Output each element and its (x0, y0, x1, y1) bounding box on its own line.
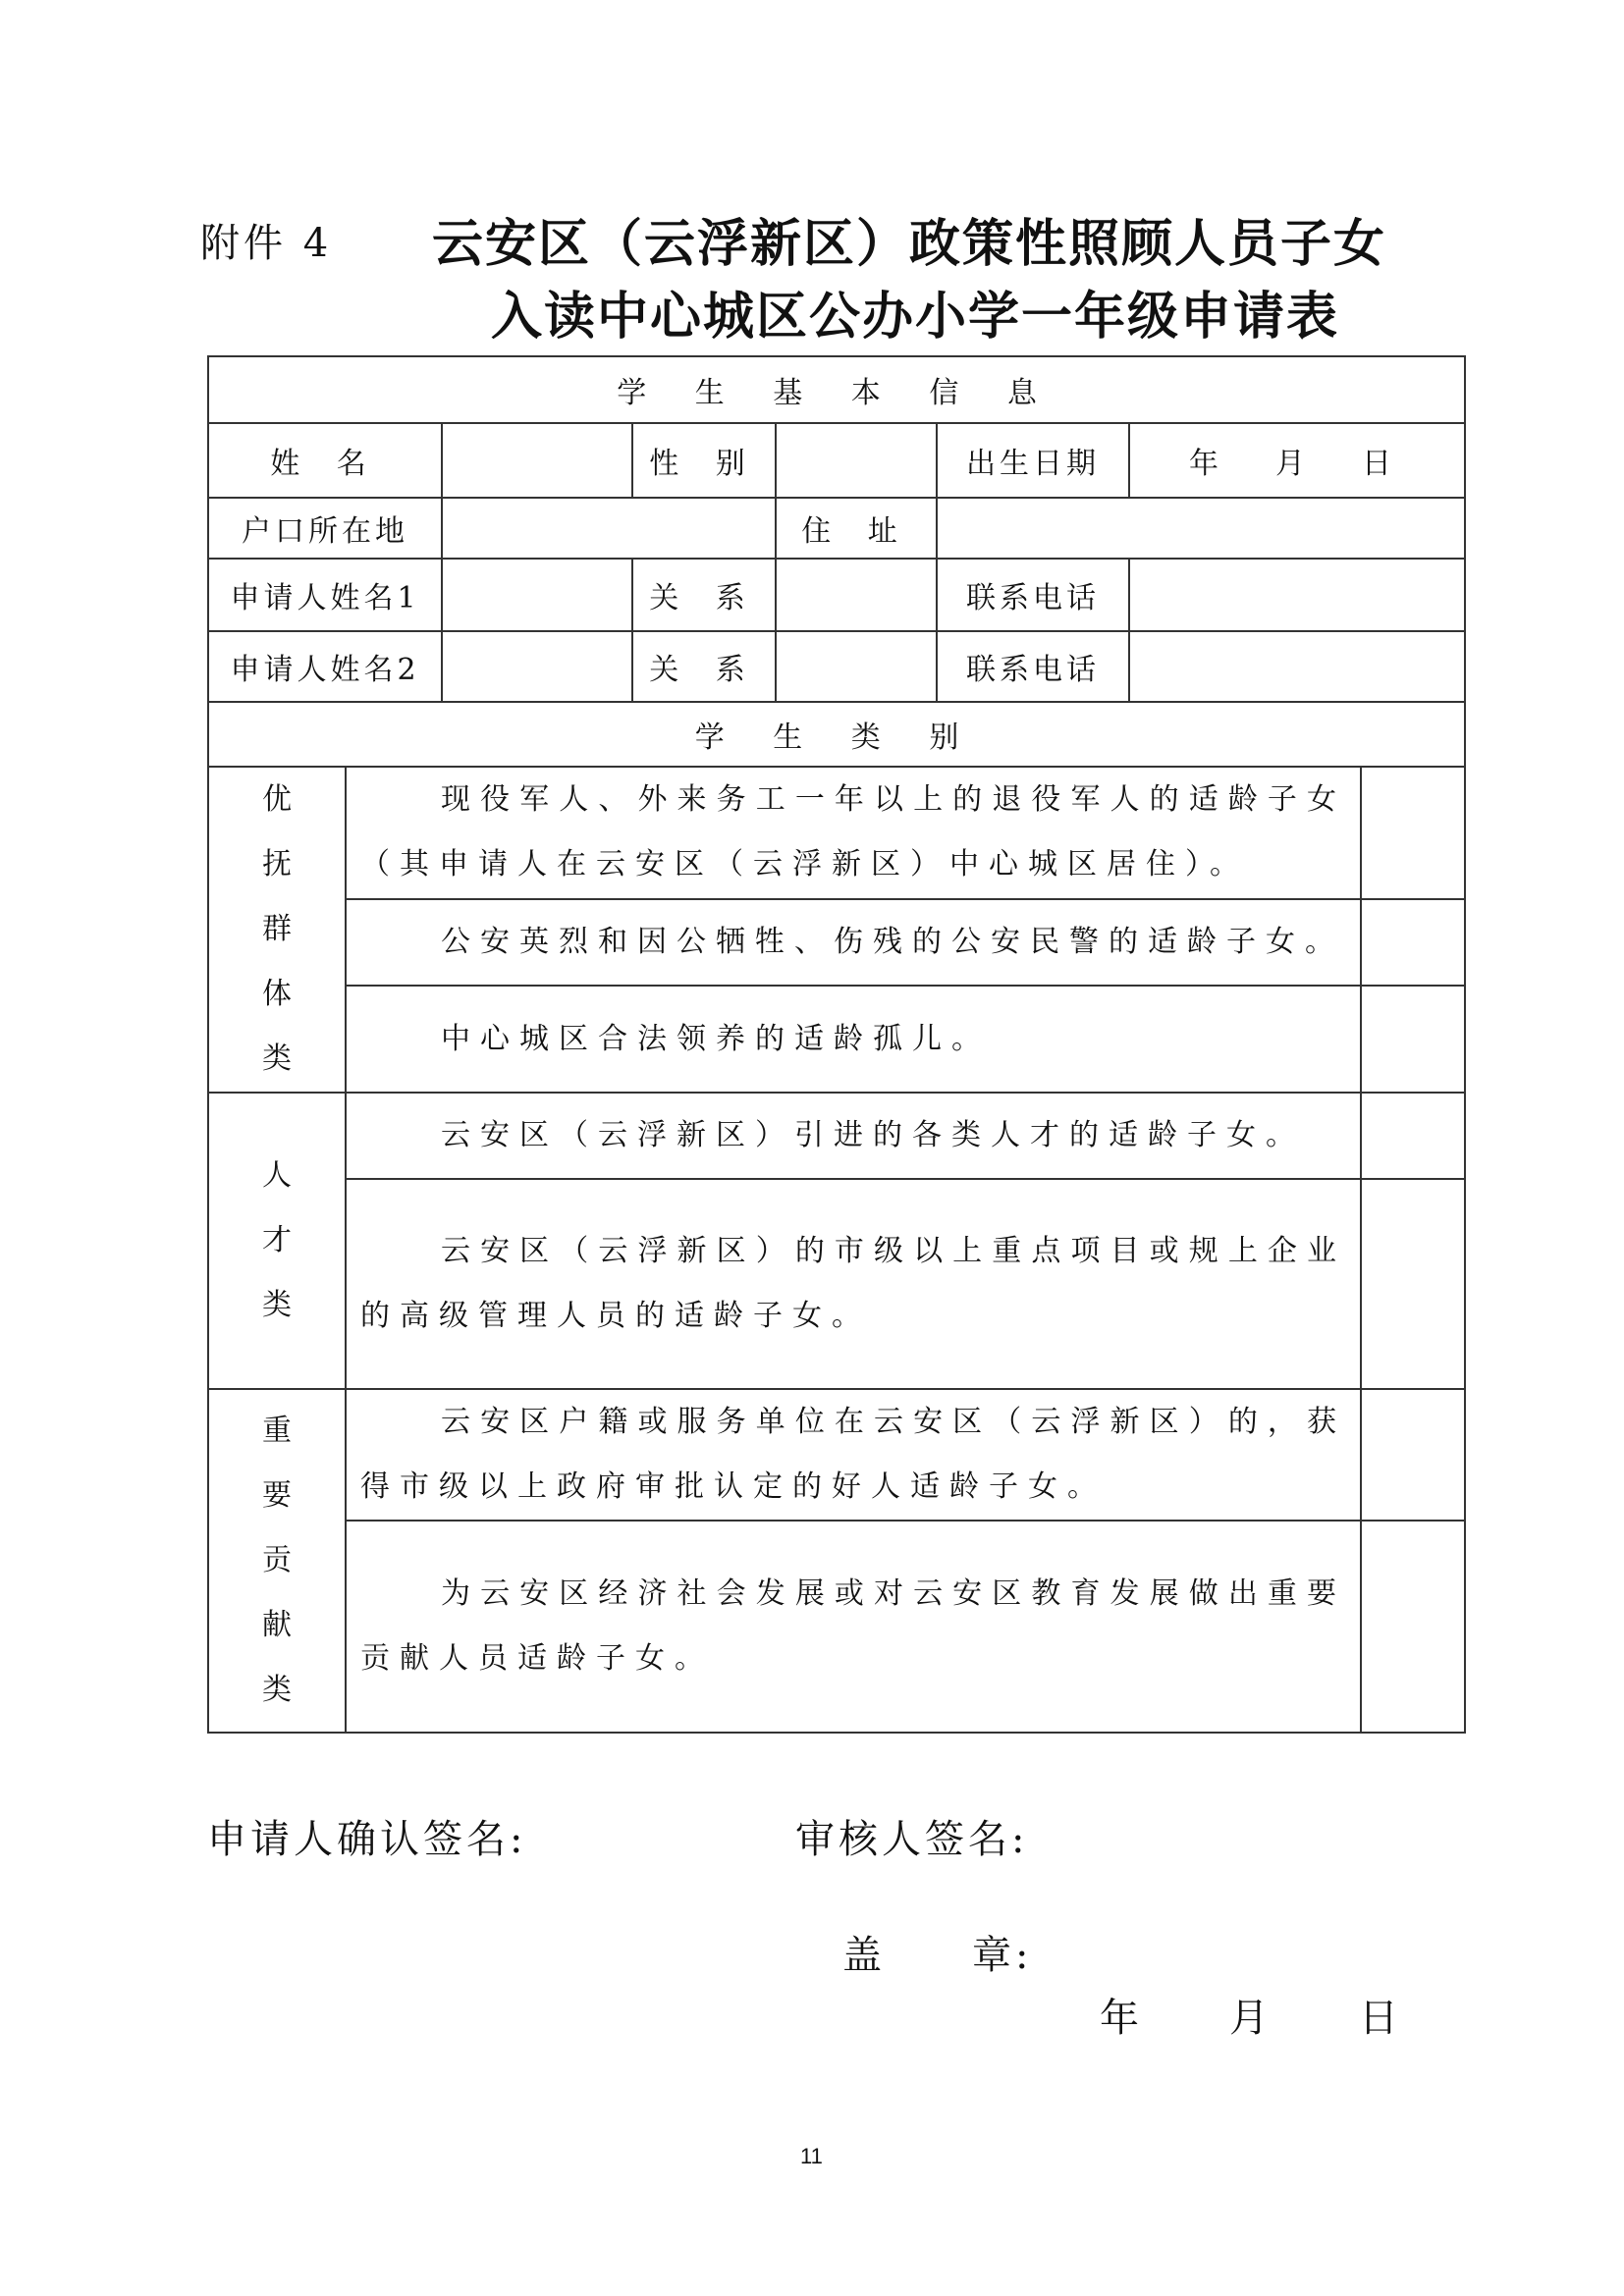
address-label: 住 址 (776, 498, 937, 559)
reviewer-signature-label: 审核人签名: (795, 1817, 1029, 1862)
phone1-label: 联系电话 (937, 559, 1129, 631)
section-category: 学 生 类 别 (208, 702, 1465, 767)
category-checkbox-cell[interactable] (1361, 986, 1465, 1093)
applicant2-label: 申请人姓名2 (208, 631, 442, 702)
application-form-table (207, 355, 1466, 1734)
relation1-field[interactable] (776, 559, 937, 631)
category-label-contribution: 重 要 贡 献 类 (208, 1389, 346, 1733)
category-item-desc: 云安区（云浮新区）引进的各类人才的适龄子女。 (346, 1093, 1361, 1179)
applicant1-name-field[interactable] (442, 559, 632, 631)
hukou-field[interactable] (442, 498, 776, 559)
relation2-field[interactable] (776, 631, 937, 702)
seal-label: 盖 章: (842, 1933, 1033, 1978)
form-title-line1: 云安区（云浮新区）政策性照顾人员子女 (432, 214, 1387, 274)
birth-date-field[interactable]: 年 月 日 (1129, 423, 1465, 498)
category-checkbox-cell[interactable] (1361, 1093, 1465, 1179)
relation1-label: 关 系 (632, 559, 776, 631)
applicant-signature-label: 申请人确认签名: (207, 1817, 527, 1862)
attachment-label: 附件 4 (200, 221, 333, 266)
section-basic-info: 学 生 基 本 信 息 (208, 356, 1465, 423)
phone1-field[interactable] (1129, 559, 1465, 631)
address-field[interactable] (937, 498, 1465, 559)
category-checkbox-cell[interactable] (1361, 1521, 1465, 1733)
category-item-desc: 云安区户籍或服务单位在云安区（云浮新区）的，获得市级以上政府审批认定的好人适龄子女。 (346, 1389, 1361, 1521)
category-checkbox-cell[interactable] (1361, 899, 1465, 987)
gender-label: 性 别 (632, 423, 776, 498)
name-label: 姓 名 (208, 423, 442, 498)
gender-field[interactable] (776, 423, 937, 498)
category-item-desc: 云安区（云浮新区）的市级以上重点项目或规上企业的高级管理人员的适龄子女。 (346, 1179, 1361, 1389)
category-item-desc: 为云安区经济社会发展或对云安区教育发展做出重要贡献人员适龄子女。 (346, 1521, 1361, 1733)
applicant2-name-field[interactable] (442, 631, 632, 702)
form-title-line2: 入读中心城区公办小学一年级申请表 (491, 287, 1340, 347)
name-field[interactable] (442, 423, 632, 498)
category-label-talent: 人 才 类 (208, 1093, 346, 1389)
category-item-desc: 中心城区合法领养的适龄孤儿。 (346, 986, 1361, 1093)
hukou-label: 户口所在地 (208, 498, 442, 559)
birth-date-label: 出生日期 (937, 423, 1129, 498)
category-item-desc: 现役军人、外来务工一年以上的退役军人的适龄子女（其申请人在云安区（云浮新区）中心城区居住）。 (346, 767, 1361, 899)
category-label-youfu: 优 抚 群 体 类 (208, 767, 346, 1093)
category-item-desc: 公安英烈和因公牺牲、伤残的公安民警的适龄子女。 (346, 899, 1361, 987)
page-number: 11 (800, 2144, 823, 2168)
date-line: 年 月 日 (1100, 1996, 1402, 2041)
category-checkbox-cell[interactable] (1361, 1179, 1465, 1389)
category-checkbox-cell[interactable] (1361, 1389, 1465, 1521)
phone2-field[interactable] (1129, 631, 1465, 702)
applicant1-label: 申请人姓名1 (208, 559, 442, 631)
phone2-label: 联系电话 (937, 631, 1129, 702)
relation2-label: 关 系 (632, 631, 776, 702)
category-checkbox-cell[interactable] (1361, 767, 1465, 899)
